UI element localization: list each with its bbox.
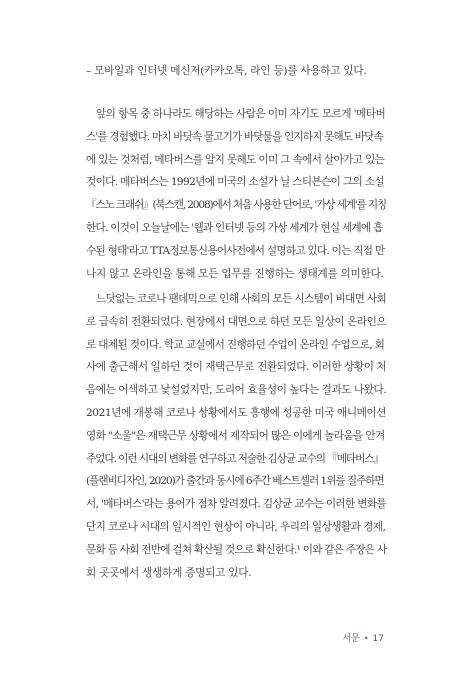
bullet-separator: • [363, 634, 369, 643]
paragraph-2-line: 단지 코로나 시대의 일시적인 현상이 아니라, 우리의 일상생활과 경제, [86, 520, 386, 533]
paragraph-1-line: 『스노 크래쉬』(북스캔, 2008)에서 처음 사용한 단어로, '가상 세계'를 지칭 [86, 199, 386, 212]
paragraph-2-line: 문화 등 사회 전반에 걸쳐 확산될 것으로 확신한다.¹ 이와 같은 주장은 사 [86, 543, 387, 556]
paragraph-1 [86, 103, 386, 285]
paragraph-2-line: 회 곳곳에서 생생하게 증명되고 있다. [86, 566, 252, 579]
paragraph-1-line: 나지 않고 온라인을 통해 모든 업무를 진행하는 생태계를 의미한다. [86, 267, 384, 280]
paragraph-2-line: 로 급속히 전환되었다. 현장에서 대면으로 하던 모든 일상이 온라인으 [86, 315, 387, 328]
section-title: 서문 [342, 634, 360, 644]
paragraph-1-line: 수된 형태'라고 TTA정보통신용어사전에서 설명하고 있다. 이는 직접 만 [86, 244, 385, 257]
paragraph-2-line: 영화 "소울"은 재택근무 상황에서 제작되어 많은 이에게 놀라움을 안겨 [86, 429, 385, 442]
paragraph-1-line: 한다. 이것이 오늘날에는 '웹과 인터넷 등의 가상 세계가 현실 세계에 흡 [86, 221, 383, 234]
paragraph-2-line: 사에 출근해서 일하던 것이 재택근무로 전환되었다. 이러한 상황이 처 [86, 361, 387, 374]
paragraph-2-line: 로 대체된 것이다. 학교 교실에서 진행하던 수업이 온라인 수업으로, 회 [86, 338, 385, 351]
paragraph-2-line: 서, '메타버스'라는 용어가 점차 알려졌다. 김상균 교수는 이러한 변화를 [86, 498, 387, 511]
intro-line: – 모바일과 인터넷 메신저(카카오톡, 라인 등)를 사용하고 있다. [86, 65, 367, 77]
page-number: 17 [372, 634, 384, 644]
intro-list-item [86, 60, 386, 83]
paragraph-1-line: 앞의 항목 중 하나라도 해당하는 사람은 이미 자기도 모르게 '메타버 [96, 108, 386, 120]
paragraph-2-line: 음에는 어색하고 낯설었지만, 도리어 효율성이 높다는 결과도 나왔다. [86, 384, 387, 397]
paragraph-1-line: 에 있는 것처럼, 메타버스를 알지 못해도 이미 그 속에서 살아가고 있는 [86, 153, 385, 166]
paragraph-2-line: 주었다. 이런 시대의 변화를 연구하고 저술한 김상균 교수의 『메타버스』 [86, 452, 384, 465]
paragraph-2-line: 느닷없는 코로나 팬데믹으로 인해 사회의 모든 시스템이 비대면 사회 [96, 293, 387, 305]
paragraph-2-line: 2021년에 개봉해 코로나 상황에서도 흥행에 성공한 미국 애니메이션 [86, 406, 386, 419]
page-footer [342, 631, 384, 644]
paragraph-1-line: 스'를 경험했다. 마치 바닷속 물고기가 바닷물을 인지하지 못해도 바닷속 [86, 130, 383, 143]
paragraph-1-line: 것이다. 메타버스는 1992년에 미국의 소설가 닐 스티븐슨이 그의 소설 [86, 176, 384, 189]
paragraph-2-line: (플랜비디자인, 2020)가 출간과 동시에 6주간 베스트셀러 1위를 질주하면 [86, 475, 384, 488]
paragraph-2 [86, 288, 386, 584]
